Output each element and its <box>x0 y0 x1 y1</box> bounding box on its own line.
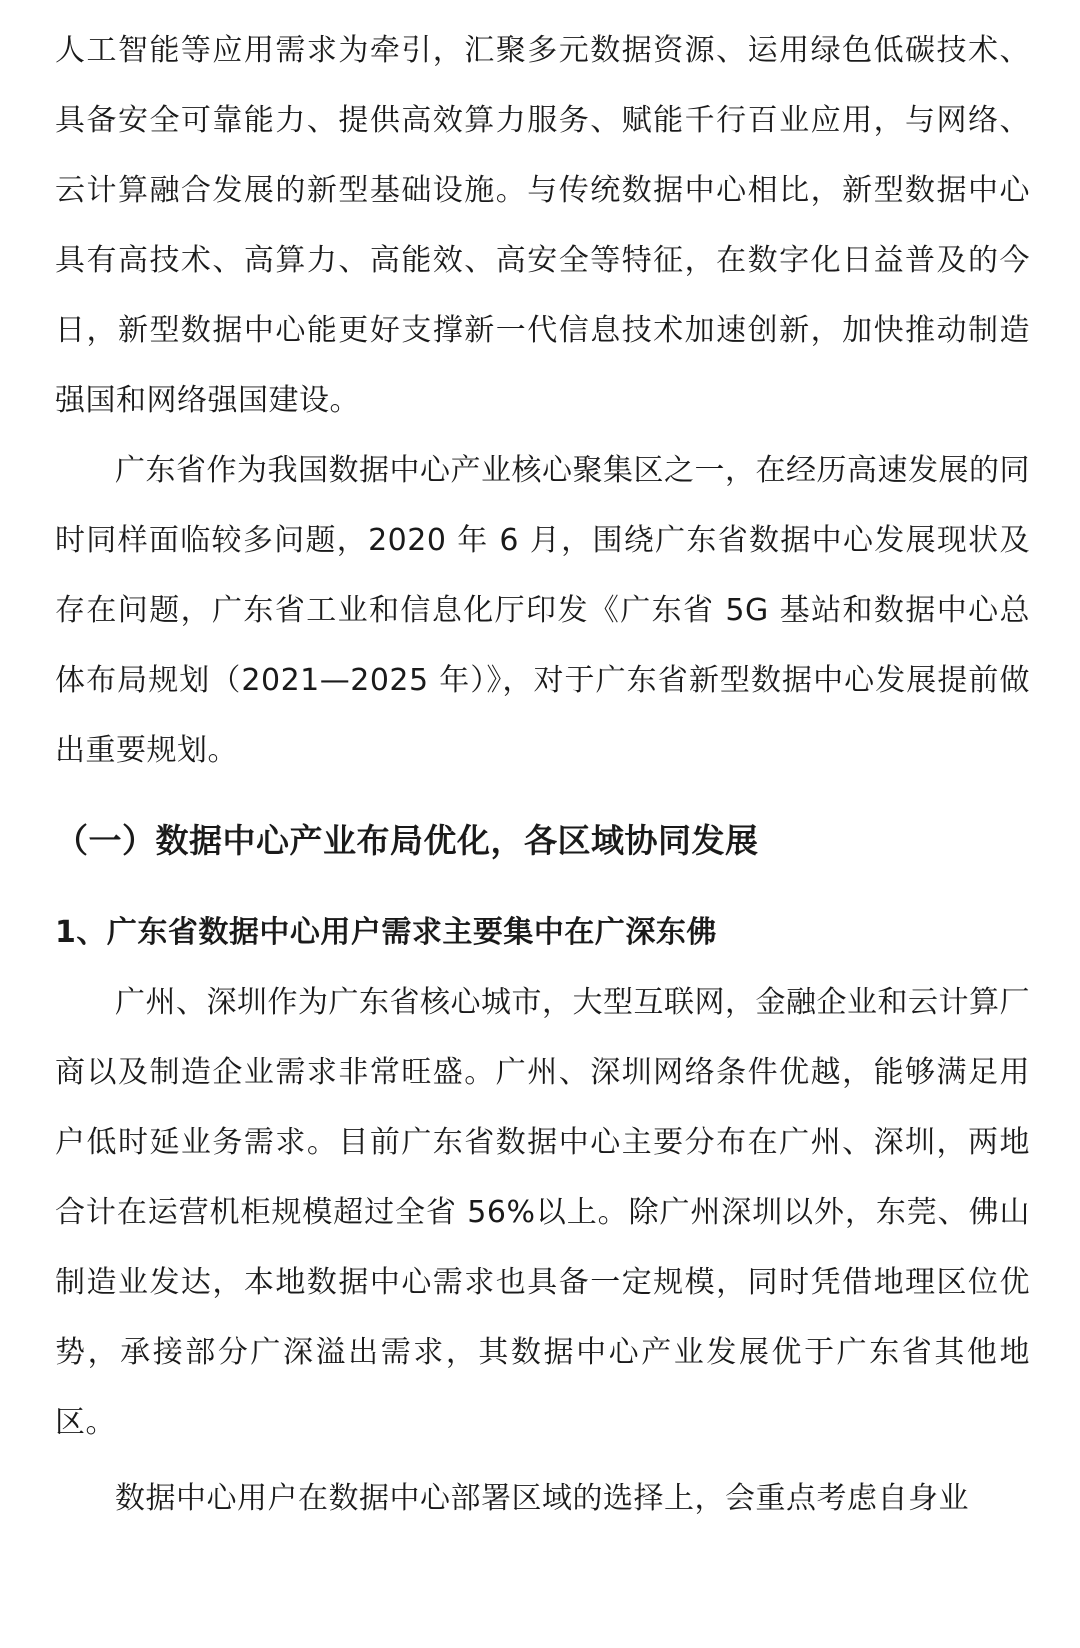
subsection-heading: 1、广东省数据中心用户需求主要集中在广深东佛 <box>55 915 717 950</box>
body-paragraph: 数据中心用户在数据中心部署区域的选择上，会重点考虑自身业 <box>115 1481 969 1516</box>
body-paragraph: 广东省作为我国数据中心产业核心聚集区之一，在经历高速发展的同时同样面临较多问题，2020 年 6 月，围绕广东省数据中心发展现状及存在问题，广东省工业和信息化厅印发《广东省 5G 基站和数据中心总体布局规划（2021—2025 年）》，对于广东省新型数据中心发展提前做出重要规划。 <box>55 453 1030 768</box>
body-paragraph: 人工智能等应用需求为牵引，汇聚多元数据资源、运用绿色低碳技术、具备安全可靠能力、提供高效算力服务、赋能千行百业应用，与网络、云计算融合发展的新型基础设施。与传统数据中心相比，新型数据中心具有高技术、高算力、高能效、高安全等特征，在数字化日益普及的今日，新型数据中心能更好支撑新一代信息技术加速创新，加快推动制造强国和网络强国建设。 <box>55 33 1030 418</box>
section-heading: （一）数据中心产业布局优化，各区域协同发展 <box>55 821 759 860</box>
body-paragraph: 广州、深圳作为广东省核心城市，大型互联网，金融企业和云计算厂商以及制造企业需求非常旺盛。广州、深圳网络条件优越，能够满足用户低时延业务需求。目前广东省数据中心主要分布在广州、深圳，两地合计在运营机柜规模超过全省 56%以上。除广州深圳以外，东莞、佛山制造业发达，本地数据中心需求也具备一定规模，同时凭借地理区位优势，承接部分广深溢出需求，其数据中心产业发展优于广东省其他地区。 <box>55 985 1030 1440</box>
